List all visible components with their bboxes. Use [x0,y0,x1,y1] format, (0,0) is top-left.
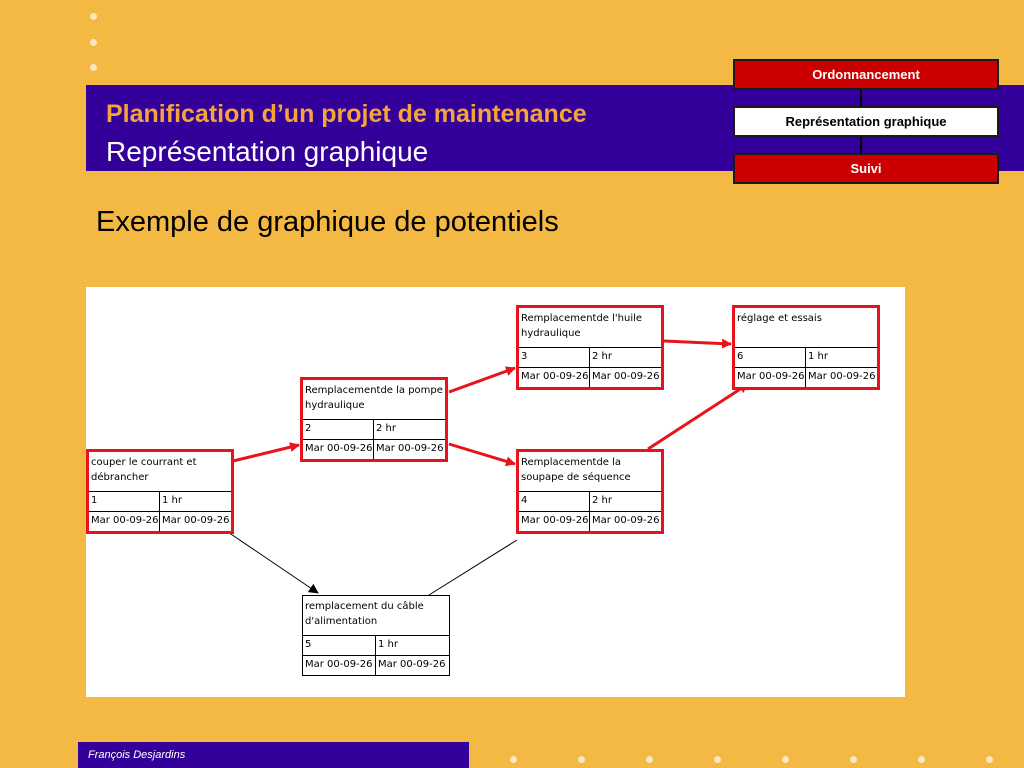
slide-subtitle: Représentation graphique [106,136,429,167]
task-start: Mar 00-09-26 [519,512,590,531]
task-node-5 [302,595,450,676]
task-id: 4 [519,492,590,511]
task-name: réglage et essais [735,308,877,348]
task-finish: Mar 00-09-26 [378,659,446,670]
task-node-1 [86,449,234,534]
decor-dot [90,13,97,20]
nav-connector [860,137,862,154]
content-heading: Exemple de graphique de potentiels [96,206,559,238]
link-2-4 [449,444,515,464]
decor-dot [714,756,721,763]
task-duration: 1 hr [162,495,182,506]
task-node-3 [516,305,664,390]
link-4-6 [648,384,748,449]
link-5-4 [429,540,517,595]
task-duration: 2 hr [592,351,612,362]
decor-dot [918,756,925,763]
task-duration: 1 hr [808,351,828,362]
decor-dot [986,756,993,763]
task-finish: Mar 00-09-26 [592,371,660,382]
decor-dot [646,756,653,763]
nav-item-ordonnancement[interactable]: Ordonnancement [733,59,999,90]
task-start: Mar 00-09-26 [303,440,374,459]
decor-dot [578,756,585,763]
task-name: Remplacementde l'huile hydraulique [519,308,661,348]
link-2-3 [449,368,515,392]
decor-dot [510,756,517,763]
task-id: 5 [303,636,376,655]
decor-dot [782,756,789,763]
task-start: Mar 00-09-26 [735,368,806,387]
task-id: 2 [303,420,374,439]
task-name: remplacement du câble d'alimentation [303,596,449,636]
footer-author: François Desjardins [88,749,186,761]
task-start: Mar 00-09-26 [519,368,590,387]
link-1-5 [219,526,318,593]
task-id: 3 [519,348,590,367]
decor-dot [90,39,97,46]
task-start: Mar 00-09-26 [89,512,160,531]
task-name: couper le courrant et débrancher [89,452,231,492]
link-3-6 [664,341,731,344]
task-id: 6 [735,348,806,367]
task-name: Remplacementde la soupape de séquence [519,452,661,492]
task-finish: Mar 00-09-26 [808,371,876,382]
pert-diagram [86,287,905,697]
task-node-4 [516,449,664,534]
task-start: Mar 00-09-26 [303,656,376,675]
task-duration: 2 hr [592,495,612,506]
task-finish: Mar 00-09-26 [162,515,230,526]
nav-item-suivi[interactable]: Suivi [733,153,999,184]
slide-title: Planification d’un projet de maintenance [106,100,587,128]
task-duration: 2 hr [376,423,396,434]
task-node-2 [300,377,448,462]
task-duration: 1 hr [378,639,398,650]
link-1-2 [233,445,299,461]
decor-dot [850,756,857,763]
task-finish: Mar 00-09-26 [376,443,444,454]
decor-dot [90,64,97,71]
task-node-6 [732,305,880,390]
nav-connector [860,90,862,107]
task-id: 1 [89,492,160,511]
nav-item-representation-graphique[interactable]: Représentation graphique [733,106,999,137]
task-name: Remplacementde la pompe hydraulique [303,380,445,420]
task-finish: Mar 00-09-26 [592,515,660,526]
